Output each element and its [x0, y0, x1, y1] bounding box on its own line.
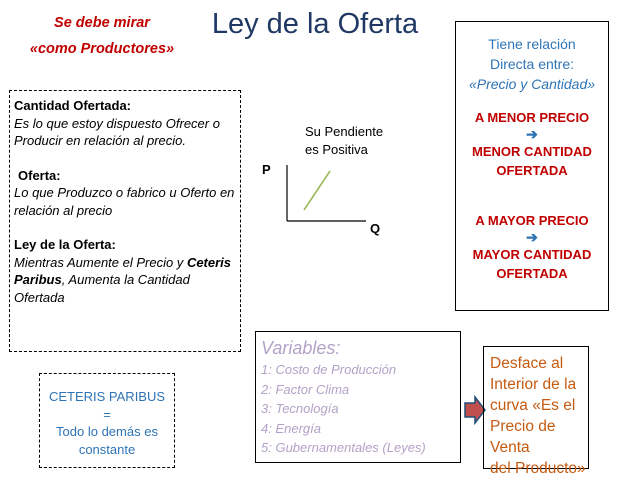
perspective-note: [14, 10, 190, 62]
shift-note-box: [483, 346, 589, 477]
ley-text-part-2: , Aumenta la Cantidad Ofertada: [14, 272, 190, 305]
shift-line: del Producto»: [490, 460, 586, 477]
slope-line-2: es Positiva: [305, 142, 368, 157]
variable-item: 2: Factor Clima: [261, 381, 350, 397]
variables-heading: Variables:: [261, 338, 341, 358]
ceteris-paribus-term: Ceteris Paribus: [14, 254, 232, 287]
variable-item: 4: Energía: [261, 420, 321, 436]
slope-line-1: Su Pendiente: [305, 124, 384, 139]
oferta-text: Lo que Produzco o fabrico u Oferto en relación al precio: [14, 185, 235, 218]
direct-relation-box: [455, 21, 609, 311]
relation-line-3: «Precio y Cantidad»: [468, 76, 596, 92]
lower-quantity-label: MENOR CANTIDAD: [472, 144, 592, 159]
lower-price-label: A MENOR PRECIO: [474, 110, 590, 125]
arrow-right-icon: ➔: [526, 229, 538, 245]
ceteris-line-2: =: [103, 406, 111, 422]
oferta-title: Oferta:: [18, 167, 61, 183]
cantidad-ofertada-text: Es lo que estoy dispuesto Ofrecer o Producir en relación al precio.: [14, 115, 220, 148]
supply-curve-graph: [280, 165, 370, 227]
higher-price-label: A MAYOR PRECIO: [475, 213, 589, 228]
ceteris-line-1: CETERIS PARIBUS: [48, 389, 166, 404]
relation-line-2: Directa entre:: [489, 56, 575, 72]
supply-curve: [304, 171, 330, 210]
variable-item: 3: Tecnología: [261, 401, 339, 416]
ceteris-line-4: constante: [78, 441, 136, 457]
definitions-box: [9, 90, 241, 352]
arrow-right-icon: ➔: [526, 126, 538, 142]
variable-item: 5: Gubernamentales (Leyes): [261, 440, 426, 455]
higher-quantity-label: MAYOR CANTIDAD: [472, 247, 592, 262]
higher-quantity-label-2: OFERTADA: [496, 266, 568, 281]
shift-line: curva «Es el: [490, 397, 576, 414]
ley-text: [14, 254, 237, 307]
perspective-line-2: «como Productores»: [29, 41, 175, 57]
ley-text-part-1: Mientras Aumente el Precio y: [14, 254, 184, 270]
ceteris-line-3: Todo lo demás es: [56, 424, 158, 439]
variable-item: 1: Costo de Producción: [261, 362, 397, 377]
slope-note: [305, 123, 415, 159]
lower-quantity-label-2: OFERTADA: [496, 163, 568, 178]
ley-title: Ley de la Oferta:: [14, 237, 116, 252]
ceteris-paribus-box: [39, 373, 175, 468]
cantidad-ofertada-title: Cantidad Ofertada:: [14, 98, 132, 113]
shift-line: Precio de Venta: [490, 418, 556, 456]
shift-line: Interior de la: [490, 376, 577, 393]
axis-label-quantity: Q: [370, 221, 381, 236]
axis-label-price: P: [262, 162, 271, 177]
relation-line-1: Tiene relación: [488, 36, 576, 52]
perspective-line-1: Se debe mirar: [54, 15, 150, 31]
page-title: Ley de la Oferta: [211, 8, 419, 40]
variables-box: [255, 331, 461, 463]
shift-line: Desface al: [490, 355, 564, 372]
